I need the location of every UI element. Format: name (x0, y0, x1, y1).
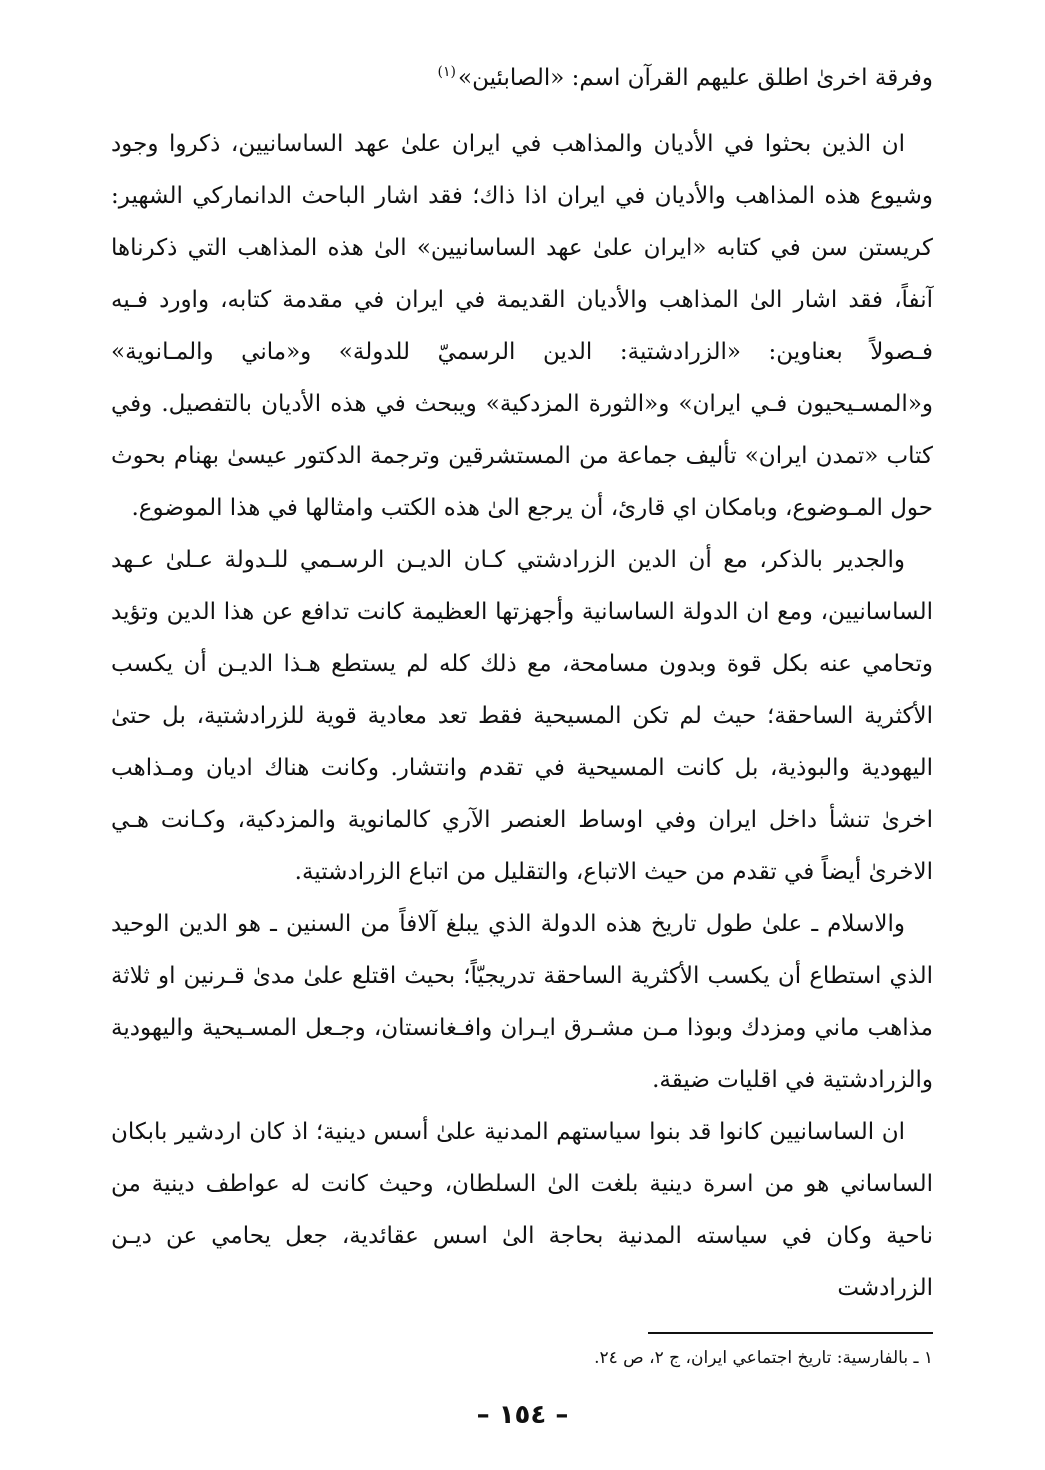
paragraph: ان الساسانيين كانوا قد بنوا سياستهم المدنية علىٰ أسس دينية؛ اذ كان اردشير بابكان الساساني هو من اسرة دينية بلغت الىٰ السلطان، وحيث كانت له عواطف دينية من ناحية وكان في سياسته المدنية بحاجة الىٰ اسس عقائدية، جعل يحامي عن ديـن الزرادشت (111, 1119, 933, 1301)
page-number: – ١٥٤ – (476, 1400, 569, 1430)
paragraph: والجدير بالذكر، مع أن الدين الزرادشتي كـان الديـن الرسـمي للـدولة عـلىٰ عـهد الساسانيين، ومع ان الدولة الساسانية وأجهزتها العظيمة كانت تدافع عن هذا الدين وتؤيد وتحامي عنه بكل قوة وبدون مسامحة، مع ذلك كله لم يستطع هـذا الديـن أن يكسب الأكثرية الساحقة؛ حيث لم تكن المسيحية فقط تعد معادية قوية للزرادشتية، بل حتىٰ اليهودية والبوذية، بل كانت المسيحية في تقدم وانتشار. وكانت هناك اديان ومـذاهب اخرىٰ تنشأ داخل ايران وفي اوساط العنصر الآري كالمانوية والمزدكية، وكـانت هـي الاخرىٰ أيضاً في تقدم من حيث الاتباع، والتقليل من اتباع الزرادشتية. (111, 547, 933, 885)
opening-line (111, 58, 933, 98)
footnote: ١ ـ بالفارسية: تاريخ اجتماعي ايران، ج ٢، ص ٢٤. (594, 1348, 933, 1368)
footnote-marker: (١) (437, 64, 457, 81)
opening-line-text: وفرقة اخرىٰ اطلق عليهم القرآن اسم: «الصابئين» (458, 65, 933, 91)
footnote-divider (648, 1332, 933, 1334)
paragraph: والاسلام ـ علىٰ طول تاريخ هذه الدولة الذي يبلغ آلافاً من السنين ـ هو الدين الوحيد الذي استطاع أن يكسب الأكثرية الساحقة تدريجيّاً؛ بحيث اقتلع علىٰ مدىٰ قـرنين او ثلاثة مذاهب ماني ومزدك وبوذا مـن مشـرق ايـران وافـغانستان، وجـعل المسـيحية واليهودية والزرادشتية في اقليات ضيقة. (111, 911, 933, 1093)
body-text (111, 118, 933, 1314)
paragraph: ان الذين بحثوا في الأديان والمذاهب في ايران علىٰ عهد الساسانيين، ذكروا وجود وشيوع هذه المذاهب والأديان في ايران اذا ذاك؛ فقد اشار الباحث الدانماركي الشهير: كريستن سن في كتابه «ايران علىٰ عهد الساسانيين» الىٰ هذه المذاهب التي ذكرناها آنفاً، فقد اشار الىٰ المذاهب والأديان القديمة في ايران في مقدمة كتابه، واورد فـيه فـصولاً بعناوين: «الزرادشتية: الدين الرسميّ للدولة» و«ماني والمـانوية» و«المسـيحيون فـي ايران» و«الثورة المزدكية» ويبحث في هذه الأديان بالتفصيل. وفي كتاب «تمدن ايران» تأليف جماعة من المستشرقين وترجمة الدكتور عيسىٰ بهنام بحوث حول المـوضوع، وبامكان اي قارئ، أن يرجع الىٰ هذه الكتب وامثالها في هذا الموضوع. (111, 131, 933, 521)
